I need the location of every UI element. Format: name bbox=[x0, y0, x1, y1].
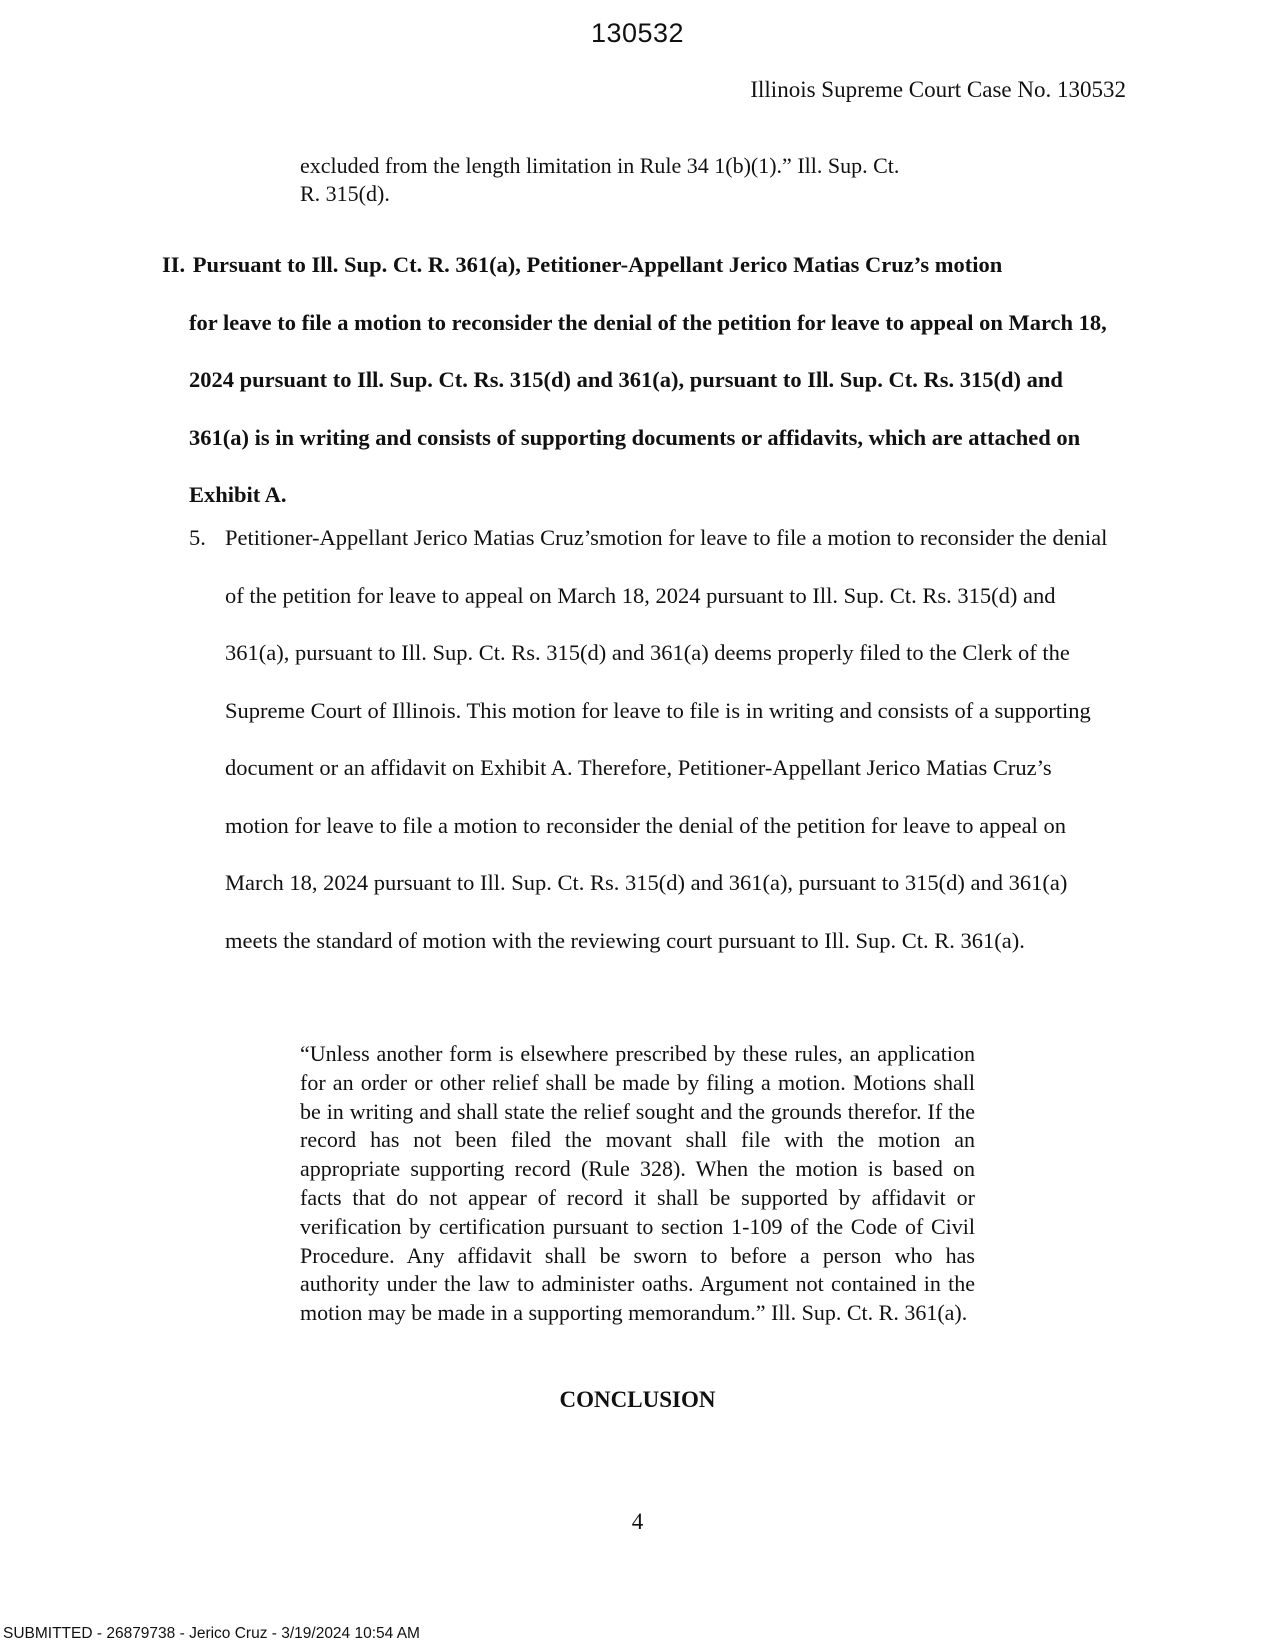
carry-over-quote-line: excluded from the length limitation in Rule 34 1(b)(1).” Ill. Sup. Ct. bbox=[300, 153, 900, 178]
section-heading-continuation: for leave to file a motion to reconsider the denial of the petition for leave to appeal on March 18, 2024 pursuant to Ill. Sup. Ct. Rs. 315(d) and 361(a), pursuant to Ill. Sup. Ct. Rs. 315(d) and 361(a) is in writing and consists of supporting documents or affidavits, which are attached on Exhibit A. bbox=[189, 309, 1107, 507]
page-number: 4 bbox=[631, 1509, 644, 1534]
section-heading-lead: Pursuant to Ill. Sup. Ct. R. 361(a), Petitioner-Appellant Jerico Matias Cruz’s motion bbox=[192, 252, 1003, 277]
section-heading-first-line bbox=[162, 236, 1122, 294]
rule-block-quote: “Unless another form is elsewhere prescribed by these rules, an application for an order or other relief shall be made by filing a motion. Motions shall be in writing and shall state the relief sought and the grounds therefor. If the record has not been filed the movant shall file with the motion an appropriate supporting record (Rule 328). When the motion is based on facts that do not appear of record it shall be supported by affidavit or verification by certification pursuant to section 1-109 of the Code of Civil Procedure. Any affidavit shall be sworn to before a person who has authority under the law to administer oaths. Argument not contained in the motion may be made in a supporting memorandum.” Ill. Sup. Ct. R. 361(a). bbox=[300, 1041, 975, 1326]
conclusion-heading: CONCLUSION bbox=[559, 1387, 716, 1412]
submission-stamp: SUBMITTED - 26879738 - Jerico Cruz - 3/19/2024 10:54 AM bbox=[3, 1625, 420, 1642]
paragraph-number: 5. bbox=[189, 525, 206, 550]
case-reference-header: Illinois Supreme Court Case No. 130532 bbox=[750, 77, 1126, 102]
paragraph-body: Petitioner-Appellant Jerico Matias Cruz’smotion for leave to file a motion to reconsider the denial of the petition for leave to appeal on March 18, 2024 pursuant to Ill. Sup. Ct. Rs. 315(d) and 361(a), pursuant to Ill. Sup. Ct. Rs. 315(d) and 361(a) deems properly filed to the Clerk of the Supreme Court of Illinois. This motion for leave to file is in writing and consists of a supporting document or an affidavit on Exhibit A. Therefore, Petitioner-Appellant Jerico Matias Cruz’s motion for leave to file a motion to reconsider the denial of the petition for leave to appeal on March 18, 2024 pursuant to Ill. Sup. Ct. Rs. 315(d) and 361(a), pursuant to 315(d) and 361(a) meets the standard of motion with the reviewing court pursuant to Ill. Sup. Ct. R. 361(a). bbox=[225, 525, 1108, 953]
section-numeral: II. bbox=[162, 252, 186, 277]
filing-case-number-stamp: 130532 bbox=[590, 18, 685, 48]
section-heading bbox=[162, 236, 1122, 524]
numbered-paragraph bbox=[189, 509, 1119, 969]
carry-over-quote-line: R. 315(d). bbox=[300, 181, 390, 206]
carry-over-quote bbox=[300, 152, 980, 208]
